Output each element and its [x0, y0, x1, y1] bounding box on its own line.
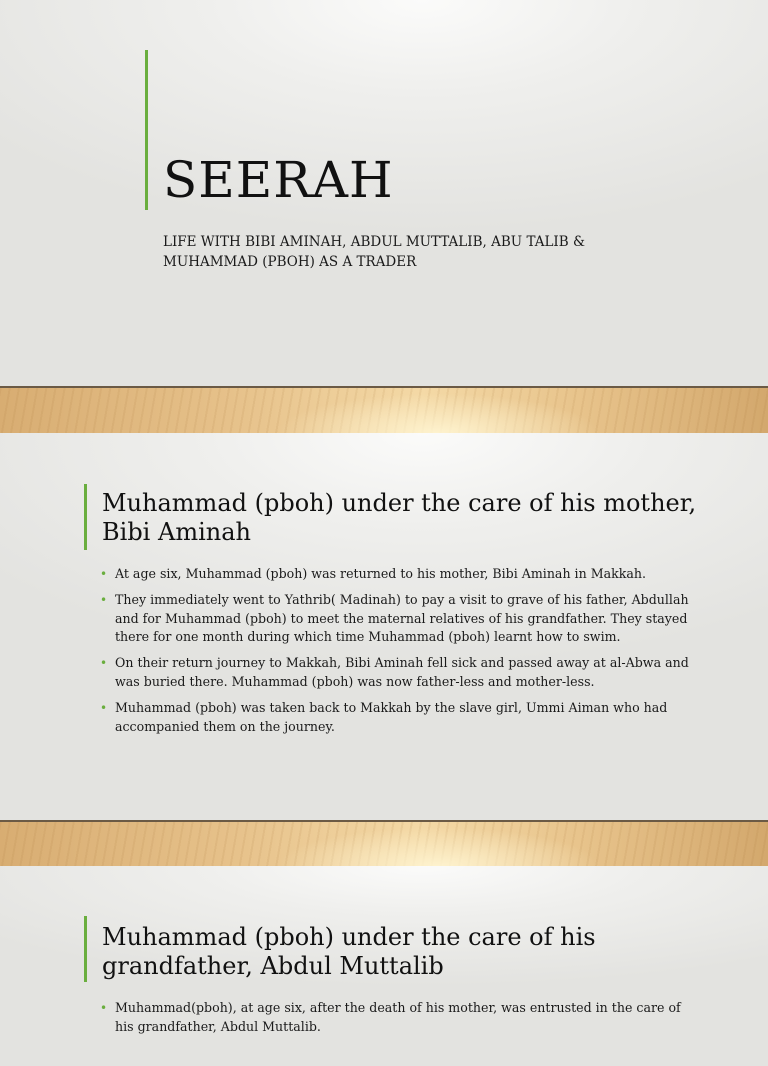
list-item [100, 565, 690, 584]
bullet-text: Muhammad (pboh) was taken back to Makkah by the slave girl, Ummi Aiman who had accompanied them on the journey. [115, 699, 668, 734]
bullet-list [100, 999, 690, 1044]
list-item [100, 699, 690, 737]
slide-heading: Muhammad (pboh) under the care of his grandfather, Abdul Muttalib [102, 923, 596, 980]
bullet-icon: • [100, 567, 108, 581]
bullet-text: On their return journey to Makkah, Bibi Aminah fell sick and passed away at al-Abwa and was buried there. Muhammad (pboh) was now father-less and mother-less. [115, 655, 689, 689]
heading-accent-bar [84, 484, 87, 550]
slide-grandfather-care [0, 866, 768, 1066]
bullet-icon: • [100, 1001, 108, 1015]
slide-separator [0, 820, 768, 866]
bullet-icon: • [100, 700, 108, 715]
bullet-text: Muhammad(pboh), at age six, after the death of his mother, was entrusted in the care of his grandfather, Abdul Muttalib. [115, 1000, 681, 1034]
list-item [100, 591, 690, 647]
list-item [100, 999, 690, 1037]
title-accent-bar [145, 50, 148, 210]
presentation-subtitle: LIFE WITH BIBI AMINAH, ABDUL MUTTALIB, ABU TALIB & MUHAMMAD (PBOH) AS A TRADER [163, 234, 585, 270]
slide-separator [0, 386, 768, 433]
bullet-icon: • [100, 656, 108, 671]
title-slide [0, 0, 768, 386]
slide-mother-care [0, 433, 768, 820]
bullet-text: They immediately went to Yathrib( Madinah) to pay a visit to grave of his father, Abdullah and for Muhammad (pboh) to meet the maternal relatives of his grandfather. They stayed there for one month during which time Muhammad (pboh) learnt how to swim. [115, 591, 689, 645]
bullet-icon: • [100, 592, 108, 607]
bullet-text: At age six, Muhammad (pboh) was returned to his mother, Bibi Aminah in Makkah. [115, 566, 646, 581]
bullet-list [100, 565, 690, 743]
presentation-title: SEERAH [163, 151, 394, 209]
heading-accent-bar [84, 916, 87, 982]
slide-heading: Muhammad (pboh) under the care of his mother, Bibi Aminah [102, 489, 697, 546]
list-item [100, 654, 690, 692]
